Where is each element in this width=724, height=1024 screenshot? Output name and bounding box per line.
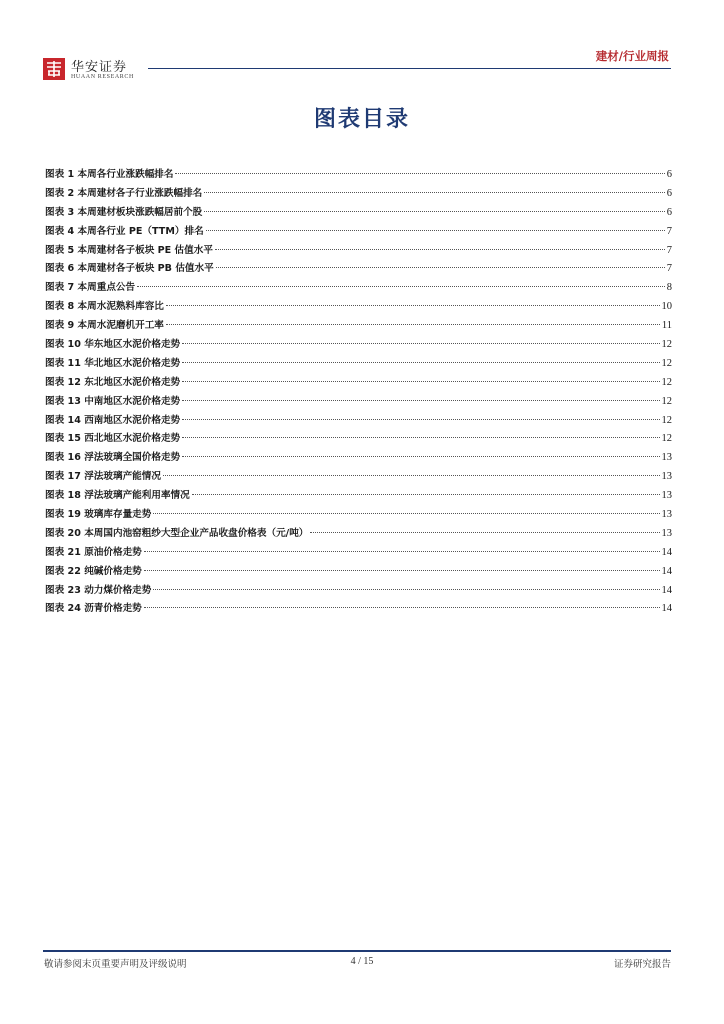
toc-entry-label[interactable]: 图表 22 纯碱价格走势	[45, 565, 142, 577]
toc-entry[interactable]	[45, 204, 672, 223]
toc-entry[interactable]	[45, 506, 672, 525]
page-title: 图表目录	[313, 107, 410, 132]
toc-dot-leader	[182, 343, 659, 344]
toc-entry-label[interactable]: 图表 16 浮法玻璃全国价格走势	[45, 452, 181, 464]
toc-entry-label[interactable]: 图表 21 原油价格走势	[45, 546, 142, 558]
toc-entry[interactable]	[45, 298, 672, 317]
toc-entry-page[interactable]: 13	[661, 471, 672, 483]
toc-entry-page[interactable]: 14	[661, 565, 672, 577]
toc-entry-page[interactable]: 7	[666, 225, 672, 237]
toc-dot-leader	[144, 570, 660, 571]
toc-entry-label[interactable]: 图表 19 玻璃库存量走势	[45, 509, 152, 521]
toc-entry-label[interactable]: 图表 24 沥青价格走势	[45, 603, 142, 615]
toc-entry-page[interactable]: 12	[661, 339, 672, 351]
toc-entry[interactable]	[45, 544, 672, 563]
footer-divider	[43, 950, 671, 952]
toc-entry-label[interactable]: 图表 10 华东地区水泥价格走势	[45, 339, 181, 351]
toc-dot-leader	[216, 267, 665, 268]
toc-entry-label[interactable]: 图表 9 本周水泥磨机开工率	[45, 320, 164, 332]
toc-entry-page[interactable]: 13	[661, 527, 672, 539]
page-header	[0, 0, 724, 90]
toc-entry-page[interactable]: 14	[661, 603, 672, 615]
toc-entry-page[interactable]: 12	[661, 376, 672, 388]
toc-entry-page[interactable]: 13	[661, 509, 672, 521]
toc-entry-label[interactable]: 图表 2 本周建材各子行业涨跌幅排名	[45, 187, 203, 199]
toc-entry[interactable]	[45, 185, 672, 204]
toc-dot-leader	[166, 324, 660, 325]
toc-entry[interactable]	[45, 242, 672, 261]
toc-dot-leader	[163, 475, 660, 476]
toc-entry-label[interactable]: 图表 18 浮法玻璃产能利用率情况	[45, 490, 190, 502]
toc-entry[interactable]	[45, 430, 672, 449]
toc-dot-leader	[215, 249, 665, 250]
toc-entry[interactable]	[45, 582, 672, 601]
toc-entry-page[interactable]: 8	[666, 282, 672, 294]
toc-dot-leader	[137, 286, 665, 287]
toc-dot-leader	[206, 230, 665, 231]
report-type: 建材/行业周报	[595, 49, 669, 63]
toc-entry-label[interactable]: 图表 17 浮法玻璃产能情况	[45, 471, 161, 483]
toc-entry-page[interactable]: 7	[666, 263, 672, 275]
toc-entry-page[interactable]: 13	[661, 490, 672, 502]
toc-entry[interactable]	[45, 260, 672, 279]
toc-entry-label[interactable]: 图表 14 西南地区水泥价格走势	[45, 414, 181, 426]
toc-entry-label[interactable]: 图表 20 本周国内池窑粗纱大型企业产品收盘价格表（元/吨）	[45, 527, 309, 539]
toc-entry-page[interactable]: 12	[661, 414, 672, 426]
toc-entry-label[interactable]: 图表 4 本周各行业 PE（TTM）排名	[45, 225, 204, 237]
toc-entry[interactable]	[45, 600, 672, 619]
toc-entry[interactable]	[45, 487, 672, 506]
header-divider	[148, 68, 671, 69]
toc-dot-leader	[166, 305, 660, 306]
toc-dot-leader	[182, 437, 659, 438]
toc-entry-page[interactable]: 12	[661, 395, 672, 407]
toc-entry[interactable]	[45, 449, 672, 468]
toc-dot-leader	[192, 494, 660, 495]
toc-dot-leader	[153, 513, 659, 514]
toc-dot-leader	[182, 400, 659, 401]
toc-dot-leader	[175, 173, 664, 174]
toc-dot-leader	[153, 589, 659, 590]
toc-entry[interactable]	[45, 374, 672, 393]
toc-entry-page[interactable]: 10	[661, 301, 672, 313]
toc-dot-leader	[204, 192, 664, 193]
toc-entry-label[interactable]: 图表 12 东北地区水泥价格走势	[45, 376, 181, 388]
toc-entry[interactable]	[45, 336, 672, 355]
toc-entry[interactable]	[45, 223, 672, 242]
toc-entry-page[interactable]: 13	[661, 452, 672, 464]
toc-entry-label[interactable]: 图表 6 本周建材各子板块 PB 估值水平	[45, 263, 214, 275]
toc-entry[interactable]	[45, 166, 672, 185]
toc-entry-label[interactable]: 图表 23 动力煤价格走势	[45, 584, 152, 596]
toc-dot-leader	[182, 362, 659, 363]
toc-entry[interactable]	[45, 468, 672, 487]
toc-entry[interactable]	[45, 563, 672, 582]
toc-entry-label[interactable]: 图表 13 中南地区水泥价格走势	[45, 395, 181, 407]
toc-entry-label[interactable]: 图表 1 本周各行业涨跌幅排名	[45, 169, 174, 180]
toc-entry-page[interactable]: 14	[661, 546, 672, 558]
toc-entry-page[interactable]: 7	[666, 244, 672, 256]
toc-entry-page[interactable]: 11	[661, 320, 672, 332]
toc-entry-label[interactable]: 图表 11 华北地区水泥价格走势	[45, 357, 181, 369]
footer-disclaimer: 敬请参阅末页重要声明及评级说明	[44, 959, 187, 970]
toc-dot-leader	[182, 419, 659, 420]
toc-dot-leader	[204, 211, 664, 212]
toc-entry[interactable]	[45, 525, 672, 544]
toc-entry[interactable]	[45, 279, 672, 298]
toc-entry-label[interactable]: 图表 8 本周水泥熟料库容比	[45, 301, 164, 313]
toc-entry-label[interactable]: 图表 7 本周重点公告	[45, 282, 136, 294]
toc-entry-label[interactable]: 图表 3 本周建材板块涨跌幅居前个股	[45, 206, 203, 218]
toc-dot-leader	[182, 456, 659, 457]
toc-entry-page[interactable]: 14	[661, 584, 672, 596]
toc-dot-leader	[144, 607, 660, 608]
toc-dot-leader	[310, 532, 659, 533]
logo-english-name: HUAAN RESEARCH	[71, 74, 134, 80]
logo-chinese-name: 华安证券	[71, 60, 128, 75]
toc-entry-page[interactable]: 6	[666, 187, 672, 199]
toc-entry[interactable]	[45, 412, 672, 431]
footer-doc-type: 证券研究报告	[613, 959, 671, 970]
toc-entry[interactable]	[45, 355, 672, 374]
footer-page-number: 4 / 15	[350, 956, 374, 967]
toc-entry[interactable]	[45, 317, 672, 336]
toc-dot-leader	[182, 381, 659, 382]
toc-dot-leader	[144, 551, 660, 552]
toc-entry-label[interactable]: 图表 15 西北地区水泥价格走势	[45, 433, 181, 445]
toc-entry-page[interactable]: 6	[666, 169, 672, 180]
toc-entry-label[interactable]: 图表 5 本周建材各子板块 PE 估值水平	[45, 244, 213, 256]
toc-entry-page[interactable]: 6	[666, 206, 672, 218]
table-of-figures	[45, 166, 672, 619]
toc-entry-page[interactable]: 12	[661, 357, 672, 369]
huaan-logo-icon	[43, 58, 65, 80]
toc-entry-page[interactable]: 12	[661, 433, 672, 445]
toc-entry[interactable]	[45, 393, 672, 412]
